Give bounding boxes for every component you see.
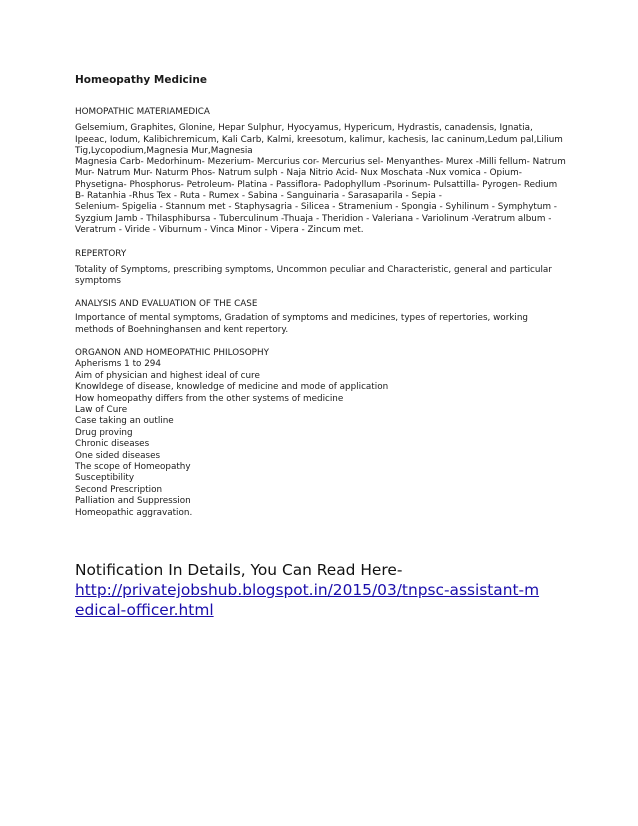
repertory-heading: REPERTORY xyxy=(75,249,127,260)
notification-link[interactable]: http://privatejobshub.blogspot.in/2015/03/tnpsc-assistant-medical-officer.html xyxy=(75,581,540,619)
analysis-section xyxy=(75,299,567,336)
materia-medica-paragraph-2: Magnesia Carb- Medorhinum- Mezerium- Mercurius cor- Mercurius sel- Menyanthes- Murex -Milli fellum- Natrum Mur- Natrum Mur- Naturm Phos- Natrum sulph - Naja Nitrio Acid- Nux Moschata -Nux vomica - Opium- Physetigna- Phosphorus- Petroleum- Platina - Passiflora- Padophyllum -Psorinum- Pulsattilla- Pyrogen- Redium B- Ratanhia -Rhus Tex - Ruta - Rumex - Sabina - Sanguinaria - Sarasaparila - Sepia - xyxy=(75,157,566,202)
materia-medica-paragraph-3: Selenium- Spigelia - Stannum met - Staphysagria - Silicea - Stramenium - Spongia - Syhilinum - Symphytum - Syzgium Jamb - Thilasphibursa - Tuberculinum -Thuaja - Theridion - Valeriana - Variolinum -Veratrum album - Veratrum - Viride - Viburnum - Vinca Minor - Vipera - Zincum met. xyxy=(75,202,557,235)
materia-medica-heading: HOMOPATHIC MATERIAMEDICA xyxy=(75,107,210,117)
list-item: One sided diseases xyxy=(75,450,161,461)
repertory-section xyxy=(75,249,567,287)
notification-block xyxy=(75,560,545,620)
list-item: Susceptibility xyxy=(75,473,135,484)
document-page xyxy=(75,74,567,519)
analysis-text: Importance of mental symptoms, Gradation of symptoms and medicines, types of repertories, working methods of Boehninghansen and kent repertory. xyxy=(75,313,529,335)
list-item: Apherisms 1 to 294 xyxy=(75,359,161,370)
analysis-heading: ANALYSIS AND EVALUATION OF THE CASE xyxy=(75,299,258,310)
materia-medica-paragraph-1: Gelsemium, Graphites, Glonine, Hepar Sulphur, Hyocyamus, Hypericum, Hydrastis, canadensis, Ignatia, Ipeeac, Iodum, Kalibichremicum, Kali Carb, Kalmi, kreesotum, kalimur, kachesis, lac caninum,Ledum pal,Lilium Tig,Lycopodium,Magnesia Mur,Magnesia xyxy=(75,123,563,156)
materia-medica-section xyxy=(75,107,567,236)
list-item: Chronic diseases xyxy=(75,439,150,450)
organon-section xyxy=(75,348,567,519)
organon-heading: ORGANON AND HOMEOPATHIC PHILOSOPHY xyxy=(75,348,269,359)
notification-text: Notification In Details, You Can Read Here- xyxy=(75,561,403,579)
list-item: Drug proving xyxy=(75,427,133,438)
document-title: Homeopathy Medicine xyxy=(75,74,207,86)
repertory-text: Totality of Symptoms, prescribing symptoms, Uncommon peculiar and Characteristic, general and particular symptoms xyxy=(75,264,552,286)
list-item: Case taking an outline xyxy=(75,416,174,427)
list-item: How homeopathy differs from the other systems of medicine xyxy=(75,393,344,404)
list-item: Aim of physician and highest ideal of cure xyxy=(75,370,260,381)
list-item: Law of Cure xyxy=(75,404,128,415)
list-item: Homeopathic aggravation. xyxy=(75,507,193,518)
list-item: Second Prescription xyxy=(75,484,163,495)
list-item: Palliation and Suppression xyxy=(75,496,191,507)
organon-list xyxy=(75,359,567,519)
list-item: The scope of Homeopathy xyxy=(75,462,191,472)
list-item: Knowldege of disease, knowledge of medicine and mode of application xyxy=(75,382,389,393)
